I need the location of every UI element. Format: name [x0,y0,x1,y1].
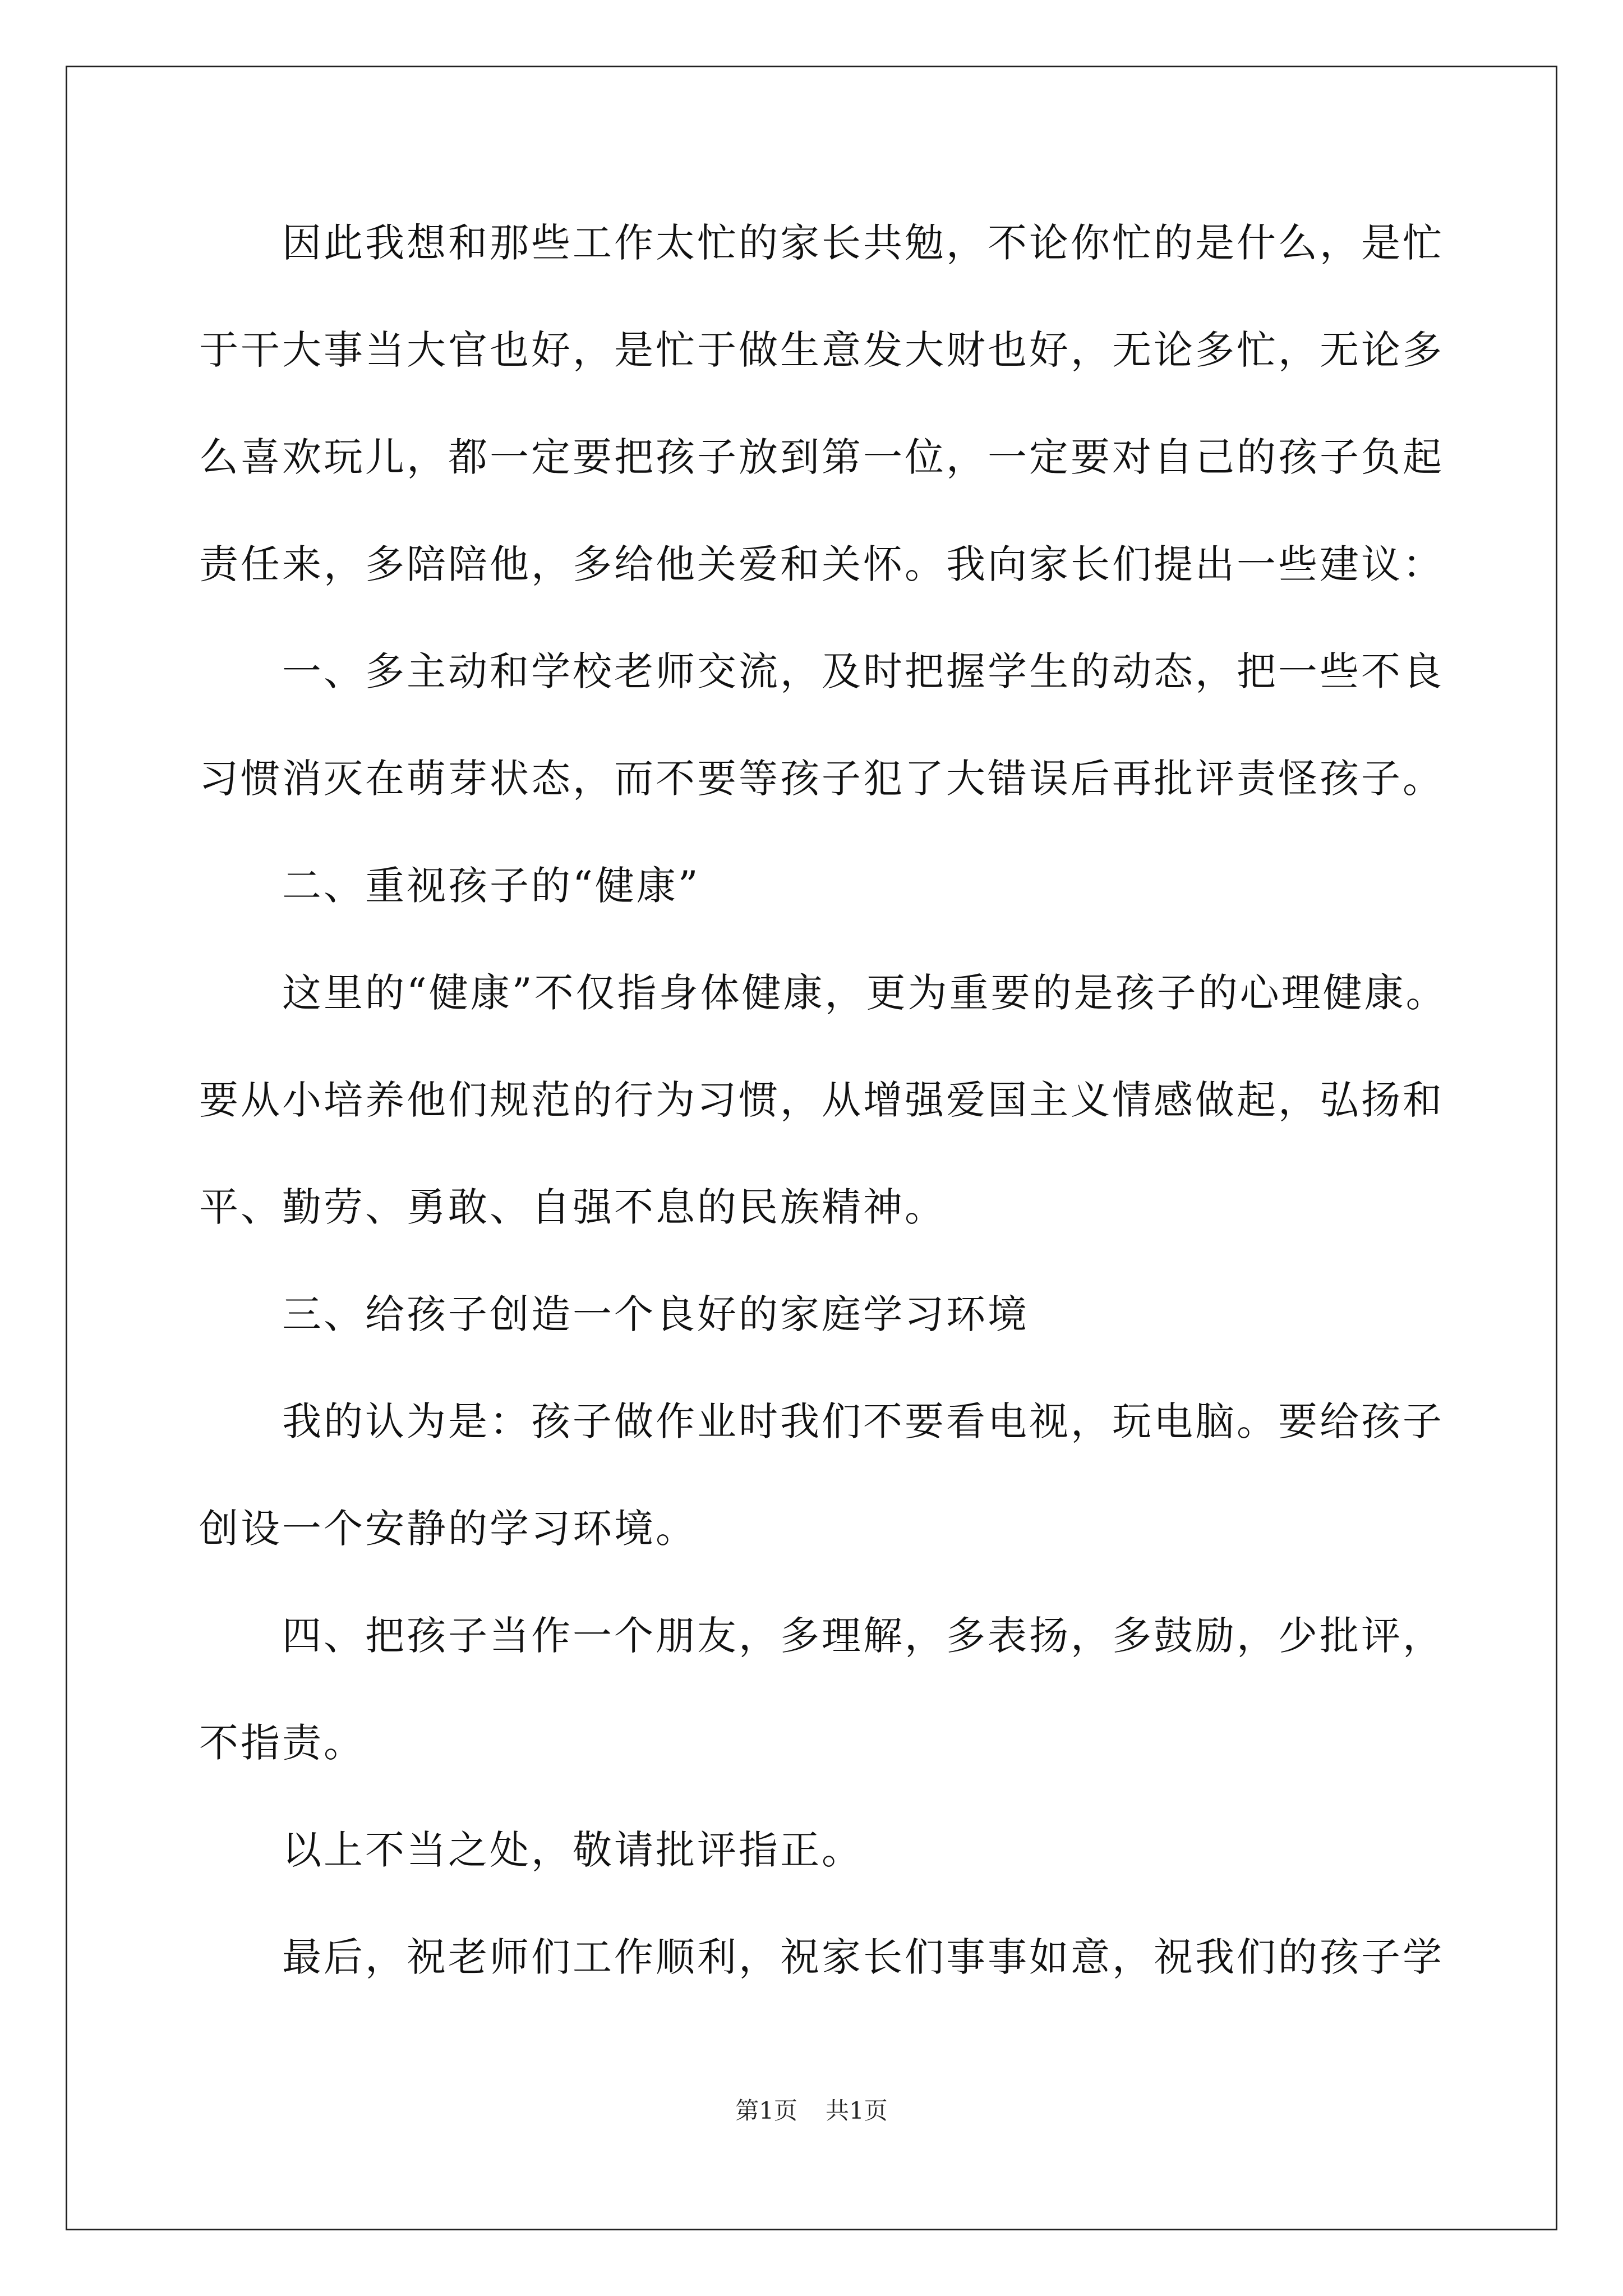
section-heading: 三、给孩子创造一个良好的家庭学习环境 [282,1291,1029,1337]
text-line: 四、把孩子当作一个朋友，多理解，多表扬，多鼓励，少批评， [282,1613,1444,1659]
text-line: 要从小培养他们规范的行为习惯，从增强爱国主义情感做起，弘扬和 [199,1077,1444,1123]
page-footer [0,2099,1623,2123]
page-number: 第1页 [735,2097,797,2124]
text-line: 一、多主动和学校老师交流，及时把握学生的动态，把一些不良 [282,648,1444,694]
text-line: 责任来，多陪陪他，多给他关爱和关怀。我向家长们提出一些建议： [199,541,1444,587]
text-line: 这里的“健康”不仅指身体健康，更为重要的是孩子的心理健康。 [282,970,1447,1016]
text-line: 我的认为是：孩子做作业时我们不要看电视，玩电脑。要给孩子 [282,1398,1444,1444]
text-line: 以上不当之处，敬请批评指正。 [282,1827,863,1873]
text-line: 因此我想和那些工作太忙的家长共勉，不论你忙的是什么，是忙 [282,220,1444,266]
text-line: 么喜欢玩儿，都一定要把孩子放到第一位，一定要对自己的孩子负起 [199,434,1444,480]
text-line: 平、勤劳、勇敢、自强不息的民族精神。 [199,1184,946,1230]
text-line: 创设一个安静的学习环境。 [199,1506,697,1552]
text-line: 不指责。 [199,1720,365,1766]
section-heading: 二、重视孩子的“健康” [282,863,700,909]
text-line: 最后，祝老师们工作顺利，祝家长们事事如意，祝我们的孩子学 [282,1934,1444,1980]
document-body [199,220,1489,2045]
page-total: 共1页 [826,2097,888,2124]
text-line: 于干大事当大官也好，是忙于做生意发大财也好，无论多忙，无论多 [199,327,1444,373]
text-line: 习惯消灭在萌芽状态，而不要等孩子犯了大错误后再批评责怪孩子。 [199,756,1444,802]
